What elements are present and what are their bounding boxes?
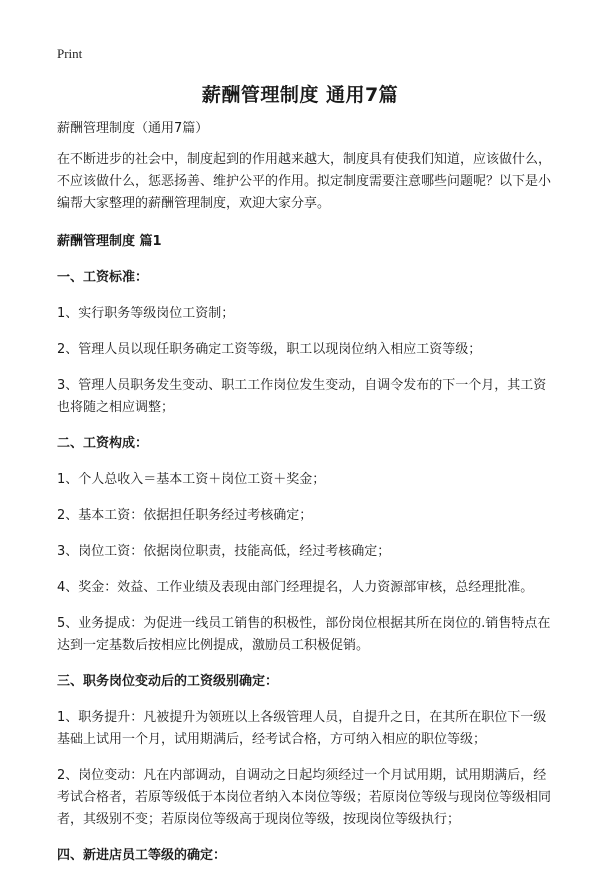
list-item: 1、实行职务等级岗位工资制； [57, 306, 235, 321]
list-item: 5、业务提成：为促进一线员工销售的积极性，部份岗位根据其所在岗位的.销售特点在达到一定基数后按相应比例提成，激励员工积极促销。 [57, 616, 551, 653]
section-heading-position-change: 三、职务岗位变动后的工资级别确定： [57, 674, 279, 689]
document-body [57, 118, 557, 881]
section-heading-wage-composition: 二、工资构成： [57, 436, 149, 451]
section-heading-new-staff-grade: 四、新进店员工等级的确定： [57, 848, 227, 863]
list-item: 1、个人总收入＝基本工资＋岗位工资＋奖金； [57, 472, 326, 487]
section-heading-wage-standard: 一、工资标准： [57, 270, 149, 285]
list-item: 1、职务提升：凡被提升为领班以上各级管理人员，自提升之日，在其所在职位下一级基础上试用一个月，试用期满后，经考试合格，方可纳入相应的职位等级； [57, 710, 547, 747]
list-item: 2、管理人员以现任职务确定工资等级，职工以现岗位纳入相应工资等级； [57, 342, 482, 357]
list-item: 3、岗位工资：依据岗位职责，技能高低，经过考核确定； [57, 544, 391, 559]
list-item: 2、岗位变动：凡在内部调动，自调动之日起均须经过一个月试用期，试用期满后，经考试合格者，若原等级低于本岗位者纳入本岗位等级；若原岗位等级与现岗位等级相同者，其级别不变；若原岗位等级高于现岗位等级，按现岗位等级执行； [57, 768, 552, 827]
document-subtitle: 薪酬管理制度（通用7篇） [57, 121, 209, 136]
print-link[interactable]: Print [57, 46, 83, 61]
list-item: 2、基本工资：依据担任职务经过考核确定； [57, 508, 313, 523]
chapter-title: 薪酬管理制度 篇1 [57, 234, 162, 249]
list-item: 3、管理人员职务发生变动、职工工作岗位发生变动，自调令发布的下一个月，其工资也将随之相应调整； [57, 378, 547, 415]
list-item: 4、奖金：效益、工作业绩及表现由部门经理提名，人力资源部审核，总经理批准。 [57, 580, 534, 595]
document-title: 薪酬管理制度 通用7篇 [201, 84, 399, 106]
intro-paragraph: 在不断进步的社会中，制度起到的作用越来越大，制度具有使我们知道，应该做什么，不应该做什么，惩恶扬善、维护公平的作用。拟定制度需要注意哪些问题呢？以下是小编帮大家整理的薪酬管理制度，欢迎大家分享。 [57, 152, 552, 211]
